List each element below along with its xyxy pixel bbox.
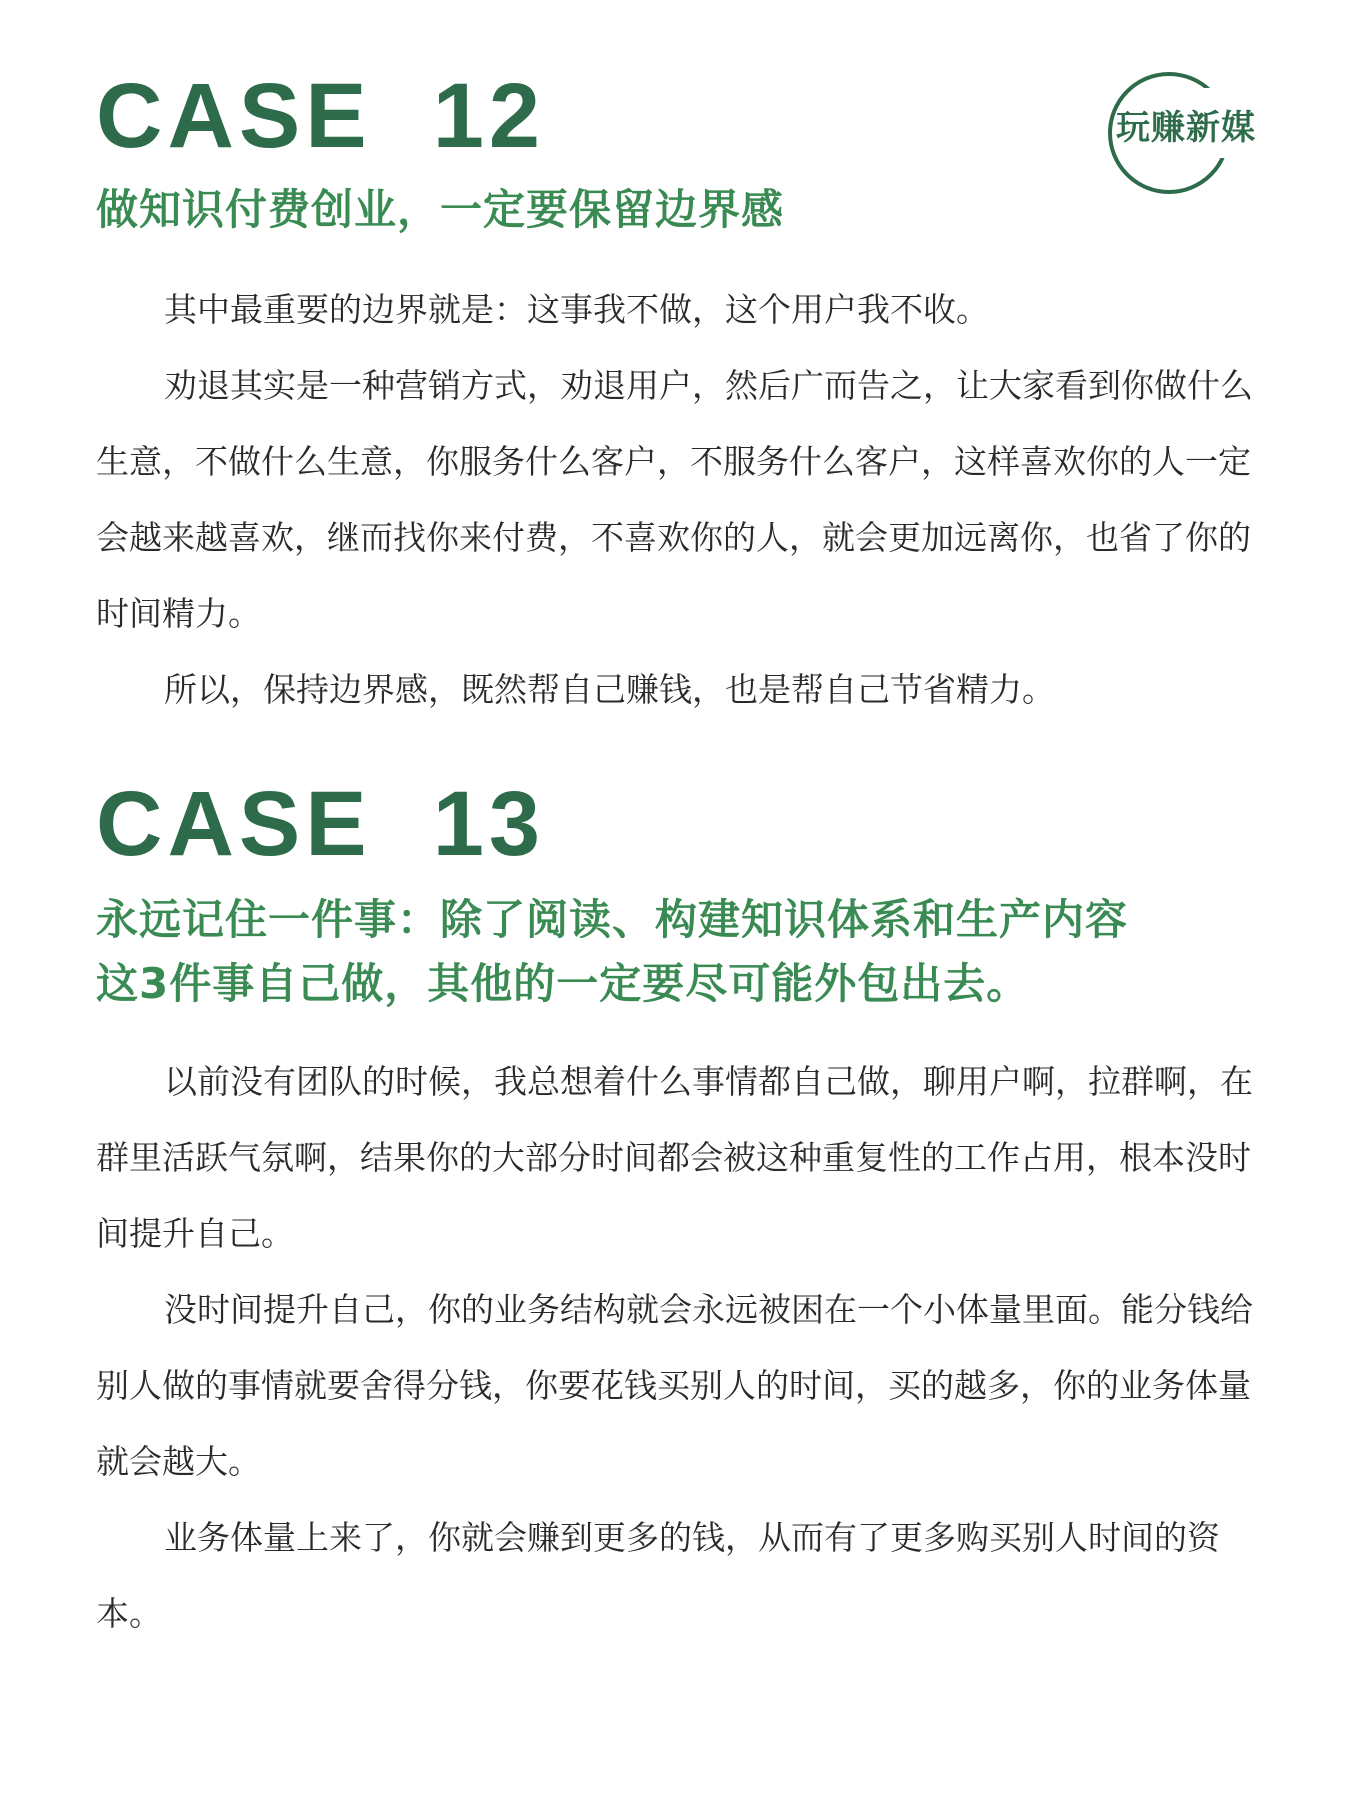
- case-12-body: [96, 272, 1276, 728]
- case-12-heading: CASE 12: [96, 65, 546, 167]
- case-13-subtitle-line-2: 这3件事自己做，其他的一定要尽可能外包出去。: [96, 959, 1030, 1008]
- case-13-heading: CASE 13: [96, 773, 546, 875]
- case-13-paragraph-3: 业务体量上来了，你就会赚到更多的钱，从而有了更多购买别人时间的资本。: [96, 1518, 1220, 1633]
- case-13-paragraph-1: 以前没有团队的时候，我总想着什么事情都自己做，聊用户啊，拉群啊，在群里活跃气氛啊，结果你的大部分时间都会被这种重复性的工作占用，根本没时间提升自己。: [96, 1062, 1253, 1253]
- brand-logo-text: 玩赚新媒: [1116, 108, 1256, 148]
- case-12-paragraph-1: 其中最重要的边界就是：这事我不做，这个用户我不收。: [164, 290, 989, 329]
- case-12-subtitle: [96, 178, 784, 242]
- case-12-paragraph-3: 所以，保持边界感，既然帮自己赚钱，也是帮自己节省精力。: [164, 670, 1055, 709]
- case-13-body: [96, 1044, 1276, 1652]
- case-13-paragraph-2: 没时间提升自己，你的业务结构就会永远被困在一个小体量里面。能分钱给别人做的事情就要舍得分钱，你要花钱买别人的时间，买的越多，你的业务体量就会越大。: [96, 1290, 1253, 1481]
- case-12-subtitle-line: 做知识付费创业，一定要保留边界感: [96, 185, 785, 234]
- case-12-paragraph-2: 劝退其实是一种营销方式，劝退用户，然后广而告之，让大家看到你做什么生意，不做什么生意，你服务什么客户，不服务什么客户，这样喜欢你的人一定会越来越喜欢，继而找你来付费，不喜欢你的人，就会更加远离你，也省了你的时间精力。: [96, 366, 1253, 633]
- case-13-subtitle-line-1: 永远记住一件事：除了阅读、构建知识体系和生产内容: [96, 895, 1129, 944]
- case-13-subtitle: [96, 888, 1128, 1016]
